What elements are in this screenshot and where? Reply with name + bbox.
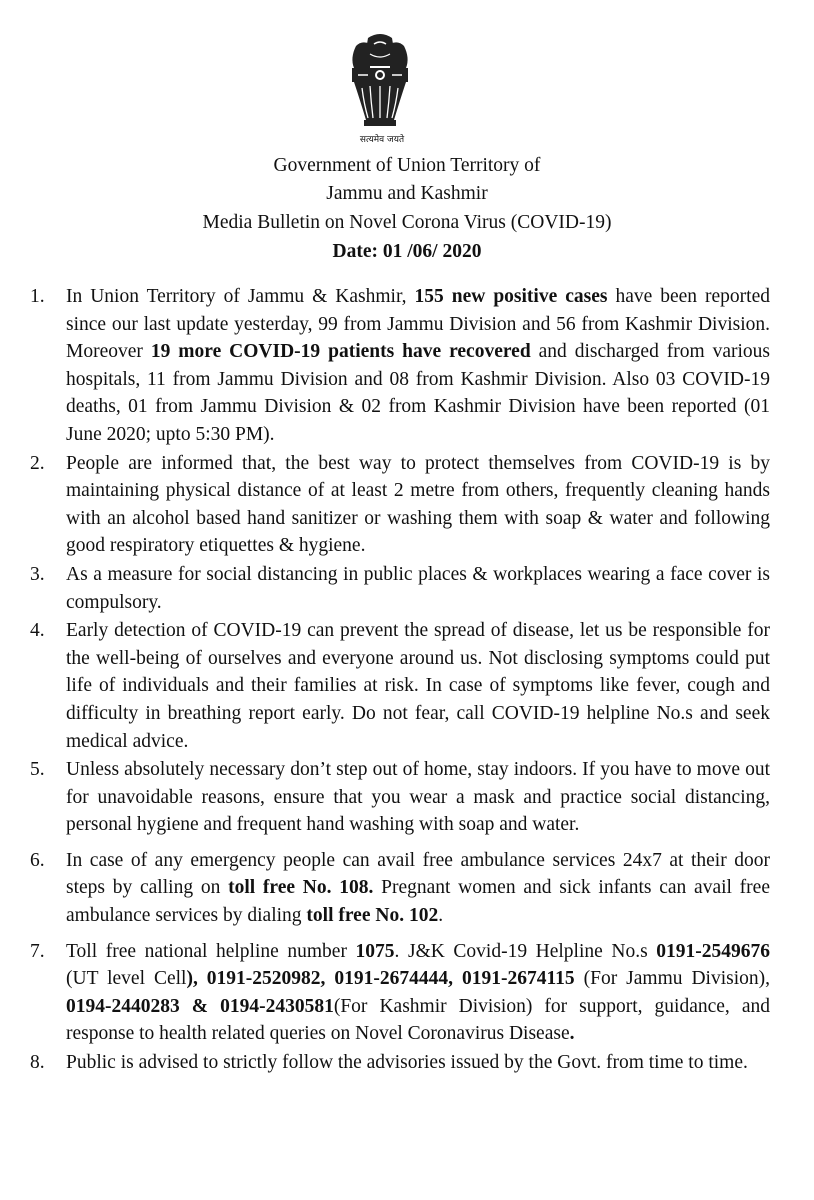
list-item bbox=[30, 561, 770, 616]
bulletin-date: Date: 01 /06/ 2020 bbox=[332, 241, 482, 262]
item-number: 1. bbox=[30, 286, 45, 307]
list-item bbox=[30, 847, 770, 930]
bulletin-title: Media Bulletin on Novel Corona Virus (COVID-19) bbox=[202, 212, 612, 233]
item-number: 5. bbox=[30, 759, 45, 781]
item-number: 7. bbox=[30, 940, 45, 962]
header-line-2: Jammu and Kashmir bbox=[326, 183, 488, 204]
list-item bbox=[30, 283, 770, 449]
bulletin-list bbox=[30, 283, 770, 1078]
item-text: People are informed that, the best way to protect themselves from COVID-19 is by maintaining physical distance of at least 2 metre from others, frequently cleaning hands with an alcohol based hand sanitizer or washing them with soap & water and following good respiratory etiquettes & hygiene. bbox=[66, 452, 770, 557]
item-text: Toll free national helpline number 1075. J&K Covid-19 Helpline No.s 0191-2549676 (UT level Cell), 0191-2520982, 0191-2674444, 0191-2674115 (For Jammu Division), 0194-2440283 & 0194-2430581(For Kashmir Division) for support, guidance, and response to health related queries on Novel Coronavirus Disease. bbox=[66, 940, 771, 1045]
item-text: In case of any emergency people can avail free ambulance services 24x7 at their door steps by calling on toll free No. 108. Pregnant women and sick infants can avail free ambulance services by dialing toll free No. 102. bbox=[66, 849, 770, 927]
item-number: 8. bbox=[30, 1052, 45, 1074]
item-number: 4. bbox=[30, 620, 45, 642]
national-emblem-icon bbox=[340, 30, 420, 140]
item-number: 3. bbox=[30, 563, 45, 585]
list-item bbox=[30, 1049, 770, 1077]
item-text: Public is advised to strictly follow the advisories issued by the Govt. from time to time. bbox=[66, 1052, 748, 1074]
item-text: Unless absolutely necessary don’t step out of home, stay indoors. If you have to move out for unavoidable reasons, ensure that you wear a mask and practice social distancing, personal hygiene and frequent hand washing with soap and water. bbox=[66, 759, 770, 836]
item-number: 6. bbox=[30, 849, 45, 871]
item-text: As a measure for social distancing in public places & workplaces wearing a face cover is compulsory. bbox=[66, 563, 770, 613]
emblem-motto: सत्यमेव जयते bbox=[359, 135, 405, 145]
list-item bbox=[30, 938, 770, 1048]
list-item bbox=[30, 617, 770, 755]
list-item bbox=[30, 756, 770, 839]
item-number: 2. bbox=[30, 452, 45, 474]
list-item bbox=[30, 450, 770, 560]
header-line-1: Government of Union Territory of bbox=[273, 155, 541, 176]
item-text: Early detection of COVID-19 can prevent the spread of disease, let us be responsible for the well-being of ourselves and everyone around us. Not disclosing symptoms could put life of individuals and their families at risk. In case of symptoms like fever, cough and difficulty in breathing report early. Do not fear, call COVID-19 helpline No.s and seek medical advice. bbox=[66, 620, 770, 752]
item-text: In Union Territory of Jammu & Kashmir, 155 new positive cases have been reported since our last update yesterday, 99 from Jammu Division and 56 from Kashmir Division. Moreover 19 more COVID-19 patients have recovered and discharged from various hospitals, 11 from Jammu Division and 08 from Kashmir Division. Also 03 COVID-19 deaths, 01 from Jammu Division & 02 from Kashmir Division have been reported (01 June 2020; upto 5:30 PM). bbox=[66, 286, 771, 445]
